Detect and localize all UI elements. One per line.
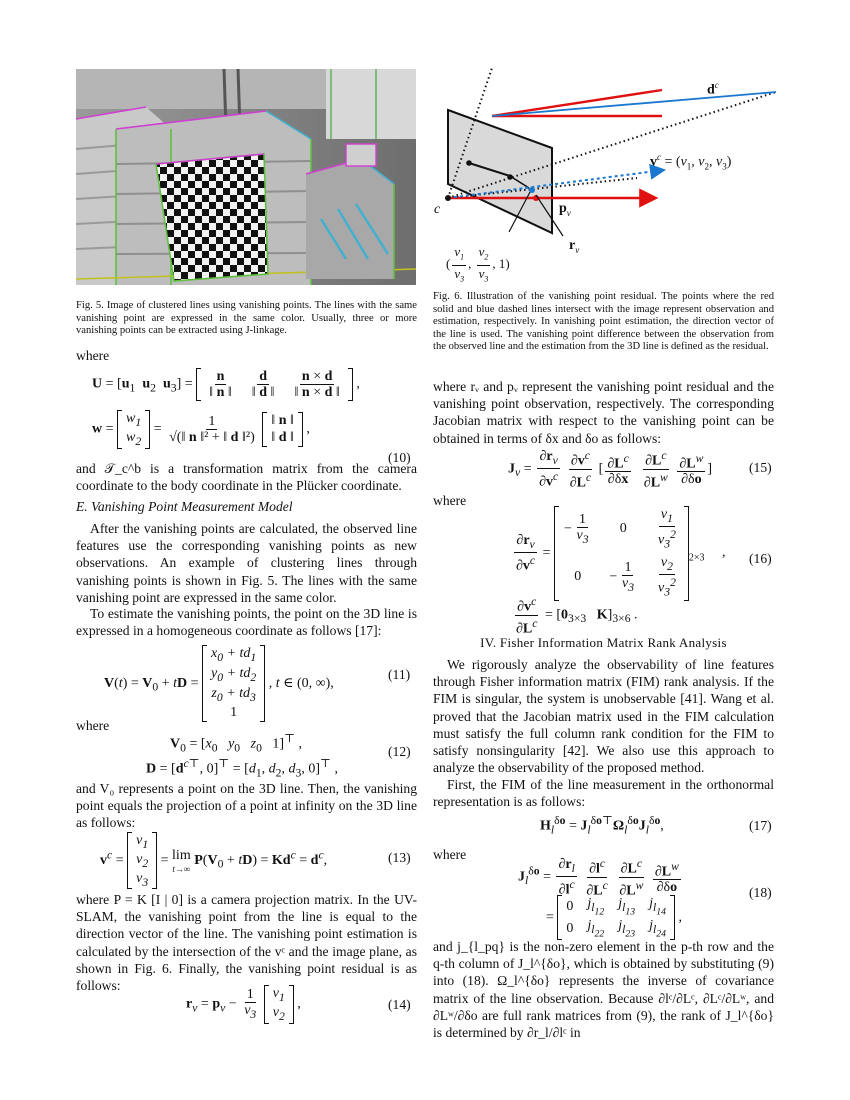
paragraph-iv1: We rigorously analyze the observability of line features through Fisher information matrix (FIM) rank analysis. If the FIM is singular, the system is unobservable [41]. Wang et al. proved that the Jacobian matrix used in the FIM calculation must satisfy the full column rank condition for the FIM to satisfy nonsingularity [42]. We also use this approach to analyze the observability of the proposed method. bbox=[433, 657, 774, 776]
label-dc: $d^c$ bbox=[707, 80, 719, 98]
figure-5-caption: Fig. 5. Image of clustered lines using vanishing points. The lines with the same vanishing point are expressed in the same color. Usually, three or more vanishing points can be extracted using J-linkage. bbox=[76, 300, 417, 337]
label-rv: $r_v$ bbox=[569, 238, 580, 255]
where-4: where bbox=[433, 847, 467, 862]
equation-14-number: (14) bbox=[388, 997, 411, 1012]
figure-6-diagram bbox=[432, 68, 782, 286]
where-1: where bbox=[76, 348, 110, 363]
equation-17-number: (17) bbox=[749, 818, 772, 833]
paragraph-after-14: where rᵥ and pᵥ represent the vanishing point residual and the vanishing point observation, respectively. The corresponding Jacobian matrix with respect to the vanishing point can be obtained in terms of δx and δo as follows: bbox=[433, 379, 774, 446]
equation-17: $H_l^{\delta o} = J_l^{\delta o⊤}\Omega_l^{\delta o}J_l^{\delta o}$, bbox=[540, 814, 664, 837]
equation-16-number: (16) bbox=[749, 551, 772, 566]
paragraph-after-10: and 𝒯_c^b is a transformation matrix from the camera coordinate to the body coordinate in the Plücker coordinate. bbox=[76, 461, 417, 494]
equation-18b: = 0 $j_{l_{12}}$ $j_{l_{13}}$ $j_{l_{14}}$ 0 $j_{l_{22}}$ $j_{l_{23}}$ $j_{l_{24}}$ , bbox=[546, 896, 682, 940]
paragraph-after-13: where P = K [I | 0] is a camera projection matrix. In the UV-SLAM, the vanishing point from the line is equal to the direction vector of the line. The vanishing point estimation is calculated by the intersection of the vᶜ and the image plane, as shown in Fig. 6. Finally, the vanishing point residual is as follows: bbox=[76, 892, 417, 994]
equation-18-number: (18) bbox=[749, 885, 772, 900]
figure-6-caption: Fig. 6. Illustration of the vanishing point residual. The points where the red solid and blue dashed lines intersect with the image represent observation and estimation, respectively. In vanishing point estimation, the direction vector of the line is used. The vanishing point difference between the observation from the observed line and the estimation from the 3D line is defined as the residual. bbox=[433, 291, 774, 353]
equation-12a: $V_0 = [x_0$ $y_0$ $z_0$ 1]⊤ , bbox=[170, 732, 303, 755]
equation-15: $J_v$ = $\frac{\partial r_v}{\partial v^c}$ $\frac{\partial v^c}{\partial L^c}$ [ $\frac{\partial L^c}{\partial\delta x}$ $\frac{\partial L^c}{\partial L^w}$ $\frac{\partial L^w}{\partial\delta o}$ ] bbox=[508, 448, 713, 491]
equation-11: $V(t) = V_0$ + tD = $x_0 + td_1$ $y_0 + td_2$ $z_0 + td_3$ 1 , t ∈ (0, ∞), bbox=[104, 646, 334, 721]
equation-12-number: (12) bbox=[388, 744, 411, 759]
equation-16b: $\frac{\partial v^c}{\partial L^c}$ = [$0_{3\times 3}$ $K]_{3\times 6}$ . bbox=[516, 595, 638, 637]
paragraph-e1: After the vanishing points are calculated, the observed line features use the corresponding vanishing points as new observations. An example of clustering lines through vanishing points is shown in Fig. 5. The lines with the same vanishing point are expressed in the same color. bbox=[76, 521, 417, 605]
label-vc: $v^c = (v_1$, $v_2$, $v_3$) bbox=[650, 152, 732, 172]
equation-18a: $J_l^{\delta o}$ = $\frac{\partial r_l}{\partial l^c}$ $\frac{\partial l^c}{\partial L^c}$ $\frac{\partial L^c}{\partial L^w}$ $\frac{\partial L^w}{\partial\delta o}$ bbox=[518, 856, 679, 899]
label-pv: $p_v$ bbox=[559, 201, 571, 218]
where-2: where bbox=[76, 718, 110, 733]
equation-10b: w = $w_1$ $w_2$ = $\frac{1}{\text{√(‖ n ‖² + ‖ d ‖²)}}$ ‖ n ‖ ‖ d ‖ , bbox=[92, 411, 310, 448]
section-e-heading: E. Vanishing Point Measurement Model bbox=[76, 499, 293, 514]
label-c: c bbox=[434, 202, 441, 217]
where-3: where bbox=[433, 493, 467, 508]
equation-16a: $\frac{\partial r_v}{\partial v^c}$ = − $\frac{1}{v_3}$ 0 $\frac{v_1}{v_3^2}$ 0 − $\frac{1}{v_3}$ $\frac{v_2}{v_3^2}$ $_{2\times 3}$ , bbox=[516, 507, 726, 599]
equation-13: $v^c$ = $v_1$ $v_2$ $v_3$ = lim t→∞ $P(V_0 + tD) = Kd^c = d^c$, bbox=[100, 833, 328, 889]
equation-12b: $D = [d^{c⊤}$, $0]^⊤ = [d_1$, $d_2$, $d_3$, 0]⊤ , bbox=[146, 757, 338, 780]
paragraph-e2: To estimate the vanishing points, the point on the 3D line is expressed in a homogeneous coordinate as follows [17]: bbox=[76, 606, 417, 639]
label-projection: ( $\frac{v_1}{v_3}$ , $\frac{v_2}{v_3}$ , 1) bbox=[446, 244, 510, 284]
equation-11-number: (11) bbox=[388, 667, 411, 682]
paragraph-iv2: First, the FIM of the line measurement in the orthonormal representation is as follows: bbox=[433, 777, 774, 810]
paragraph-after-12: and V₀ represents a point on the 3D line. Then, the vanishing point equals the projection of a point at infinity on the 3D line as follows: bbox=[76, 781, 417, 831]
section-iv-heading: IV. Fisher Information Matrix Rank Analysis bbox=[480, 635, 727, 650]
equation-10a: $U = [u_1$ $u_2$ $u_3$] = $\frac{n}{‖ n ‖}$ $\frac{d}{‖ d ‖}$ $\frac{n \times d}{‖ n \times d ‖}$ , bbox=[92, 369, 360, 400]
clustered-lines-photo bbox=[76, 69, 416, 285]
equation-13-number: (13) bbox=[388, 850, 411, 865]
equation-14: $r_v = p_v$ − $\frac{1}{v_3}$ $v_1$ $v_2$ , bbox=[186, 986, 301, 1023]
equation-15-number: (15) bbox=[749, 460, 772, 475]
equation-10-number: (10) bbox=[388, 450, 411, 465]
figure-5-image bbox=[76, 69, 416, 285]
paragraph-after-18: and j_{l_pq} is the non-zero element in the p-th row and the q-th column of J_l^{δo}, which is obtained by substituting (9) into (18). Ω_l^{δo} represents the inverse of covariance matrix of the line observation. Because ∂lᶜ/∂Lᶜ, ∂Lᶜ/∂Lʷ, and ∂Lʷ/∂δo are full rank matrices from (9), the rank of J_l^{δo} is determined by ∂r_l/∂lᶜ in bbox=[433, 939, 774, 1041]
